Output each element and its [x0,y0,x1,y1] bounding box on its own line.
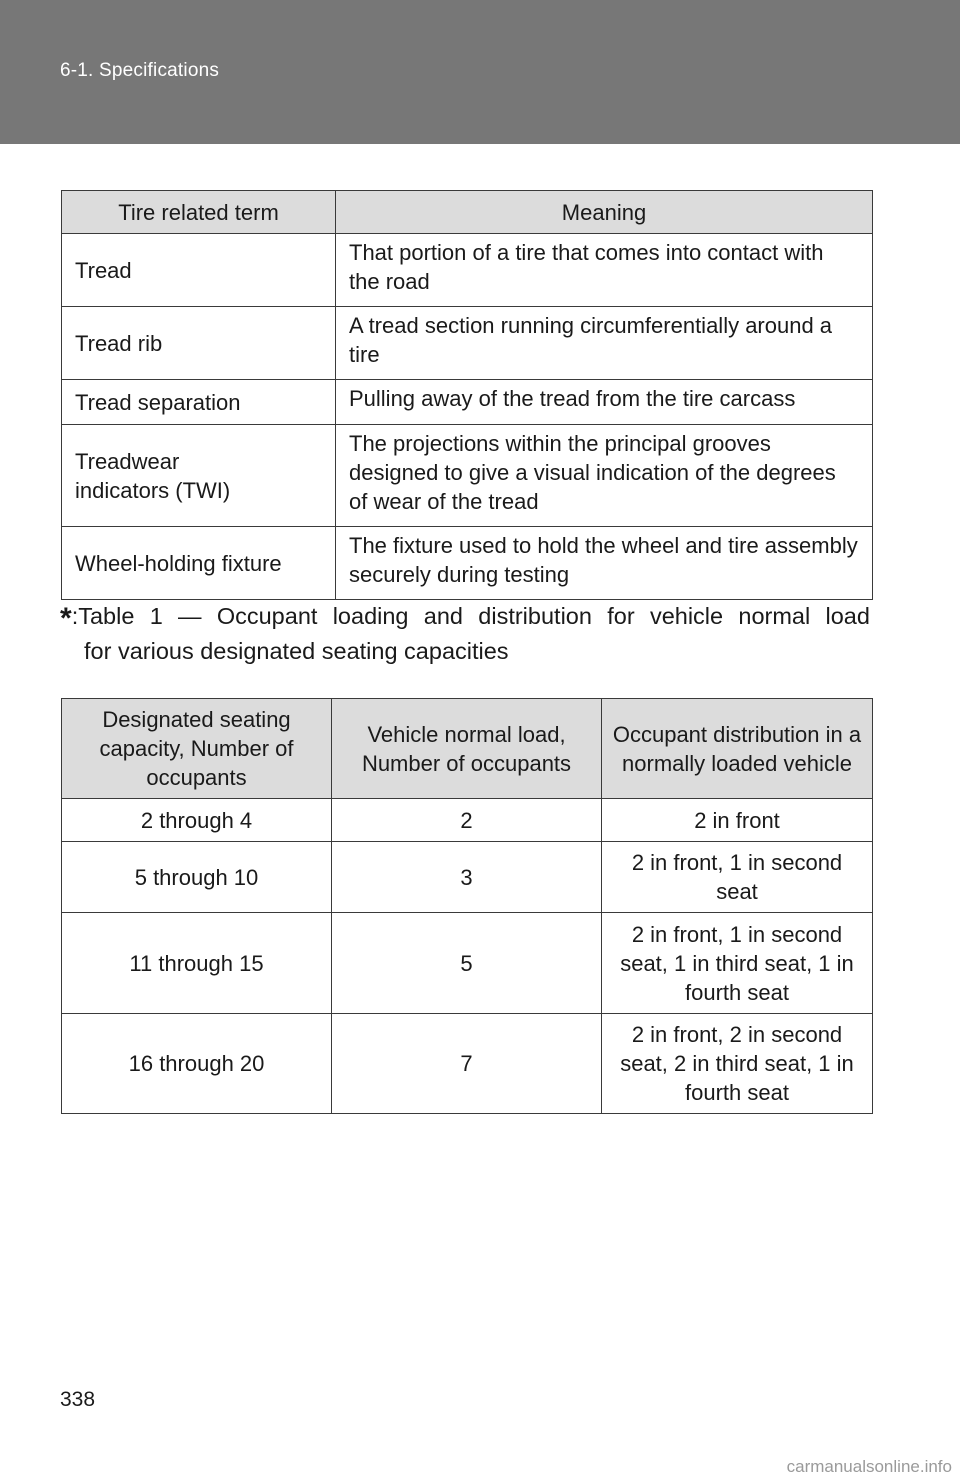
column-header: Vehicle normal load, Number of occupants [332,699,602,799]
caption-line-2: for various designated seating capacities [84,638,509,664]
caption-word: 1 [149,603,163,629]
caption-word: load [825,603,870,629]
table-row [62,842,873,913]
caption-word: — [178,603,202,629]
table-caption [60,600,870,668]
distribution-cell: 2 in front, 2 in second seat, 2 in third seat, 1 in fourth seat [602,1014,873,1114]
section-title: 6-1. Specifications [60,60,220,81]
term-cell: Tread separation [62,380,336,425]
meaning-cell: The projections within the principal grooves designed to give a visual indication of the degrees of wear of the tread [336,425,873,527]
term-cell: Tread [62,234,336,307]
caption-line-1 [60,600,870,635]
caption-word: Occupant [216,603,318,629]
page-number: 338 [60,1388,96,1411]
distribution-cell: 2 in front, 1 in second seat [602,842,873,913]
tire-terms-table [61,190,873,600]
term-cell: Tread rib [62,307,336,380]
capacity-cell: 2 through 4 [62,799,332,842]
term-cell: Treadwear indicators (TWI) [62,425,336,527]
meaning-cell: That portion of a tire that comes into contact with the road [336,234,873,307]
load-cell: 3 [332,842,602,913]
table-row [62,380,873,425]
footnote-star: * [60,602,72,635]
load-cell: 7 [332,1014,602,1114]
table-header-row [62,191,873,234]
table-row [62,425,873,527]
meaning-cell: A tread section running circumferentially around a tire [336,307,873,380]
column-header: Occupant distribution in a normally loaded vehicle [602,699,873,799]
column-header: Designated seating capacity, Number of occupants [62,699,332,799]
term-cell: Wheel-holding fixture [62,527,336,600]
occupant-loading-table [61,698,873,1114]
table-row [62,527,873,600]
caption-lead [60,600,134,635]
table-header-row [62,699,873,799]
caption-word: loading [332,603,409,629]
caption-word: :Table [71,603,135,629]
column-header: Tire related term [62,191,336,234]
load-cell: 5 [332,913,602,1014]
distribution-cell: 2 in front, 1 in second seat, 1 in third seat, 1 in fourth seat [602,913,873,1014]
capacity-cell: 11 through 15 [62,913,332,1014]
watermark: carmanualsonline.info [786,1457,952,1476]
caption-word: normal [738,603,811,629]
table-row [62,799,873,842]
caption-word: for [607,603,635,629]
load-cell: 2 [332,799,602,842]
caption-word: vehicle [649,603,724,629]
table-row [62,234,873,307]
meaning-cell: The fixture used to hold the wheel and tire assembly securely during testing [336,527,873,600]
column-header: Meaning [336,191,873,234]
table-row [62,1014,873,1114]
table-row [62,913,873,1014]
caption-word: and [423,603,463,629]
meaning-cell: Pulling away of the tread from the tire carcass [336,380,873,425]
capacity-cell: 5 through 10 [62,842,332,913]
caption-word: distribution [478,603,592,629]
page-header-band [0,0,960,144]
capacity-cell: 16 through 20 [62,1014,332,1114]
table-row [62,307,873,380]
distribution-cell: 2 in front [602,799,873,842]
